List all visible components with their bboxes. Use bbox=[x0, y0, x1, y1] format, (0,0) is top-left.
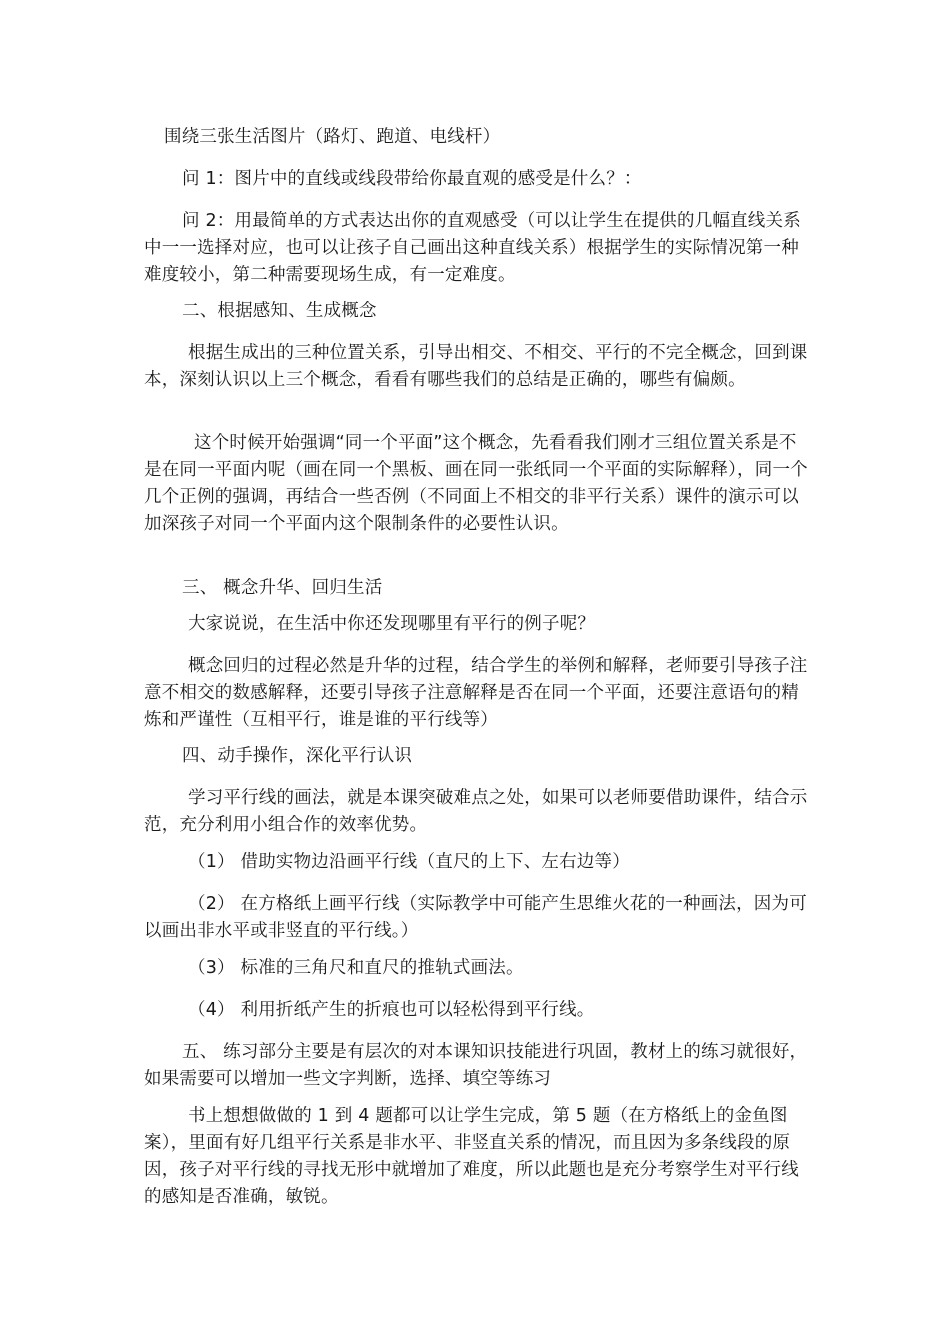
paragraph-exercises: 书上想想做做的 1 到 4 题都可以让学生完成，第 5 题（在方格纸上的金鱼图案），里面有好几组平行关系是非水平、非竖直关系的情况，而且因为多条线段的原因，孩子对平行线的寻找无形中就增加了难度，所以此题也是充分考察学生对平行线的感知是否准确，敏锐。 bbox=[144, 1106, 799, 1207]
list-item-method-4: （4） 利用折纸产生的折痕也可以轻松得到平行线。 bbox=[188, 1000, 595, 1020]
paragraph-question-2: 问 2：用最简单的方式表达出你的直观感受（可以让学生在提供的几幅直线关系中一一选择对应，也可以让孩子自己画出这种直线关系）根据学生的实际情况第一种难度较小，第二种需要现场生成，有一定难度。 bbox=[144, 211, 801, 285]
section-heading-4: 四、动手操作，深化平行认识 bbox=[182, 746, 413, 766]
paragraph-life-examples: 大家说说，在生活中你还发现哪里有平行的例子呢？ bbox=[188, 614, 596, 634]
section-heading-5: 五、 练习部分主要是有层次的对本课知识技能进行巩固，教材上的练习就很好，如果需要可以增加一些文字判断，选择、填空等练习 bbox=[144, 1042, 808, 1089]
section-heading-3: 三、 概念升华、回归生活 bbox=[182, 578, 383, 598]
paragraph-question-1: 问 1：图片中的直线或线段带给你最直观的感受是什么？： bbox=[182, 169, 642, 189]
paragraph-same-plane: 这个时候开始强调“同一个平面”这个概念，先看看我们刚才三组位置关系是不是在同一平面内呢（画在同一个黑板、画在同一张纸同一个平面的实际解释），同一个几个正例的强调，再结合一些否例（不同面上不相交的非平行关系）课件的演示可以加深孩子对同一个平面内这个限制条件的必要性认识。 bbox=[144, 433, 808, 534]
list-item-method-3: （3） 标准的三角尺和直尺的推轨式画法。 bbox=[188, 958, 524, 978]
paragraph-concept: 根据生成出的三种位置关系，引导出相交、不相交、平行的不完全概念，回到课本，深刻认识以上三个概念，看看有哪些我们的总结是正确的，哪些有偏颇。 bbox=[144, 343, 808, 390]
list-item-method-1: （1） 借助实物边沿画平行线（直尺的上下、左右边等） bbox=[188, 852, 630, 872]
paragraph-concept-return: 概念回归的过程必然是升华的过程，结合学生的举例和解释，老师要引导孩子注意不相交的数感解释，还要引导孩子注意解释是否在同一个平面，还要注意语句的精炼和严谨性（互相平行，谁是谁的平行线等） bbox=[144, 656, 808, 730]
list-item-method-2: （2） 在方格纸上画平行线（实际教学中可能产生思维火花的一种画法，因为可以画出非水平或非竖直的平行线。） bbox=[144, 894, 807, 941]
paragraph-intro: 围绕三张生活图片（路灯、跑道、电线杆） bbox=[164, 127, 501, 147]
paragraph-drawing-methods: 学习平行线的画法，就是本课突破难点之处，如果可以老师要借助课件，结合示范，充分利用小组合作的效率优势。 bbox=[144, 788, 808, 835]
section-heading-2: 二、根据感知、生成概念 bbox=[182, 301, 377, 321]
